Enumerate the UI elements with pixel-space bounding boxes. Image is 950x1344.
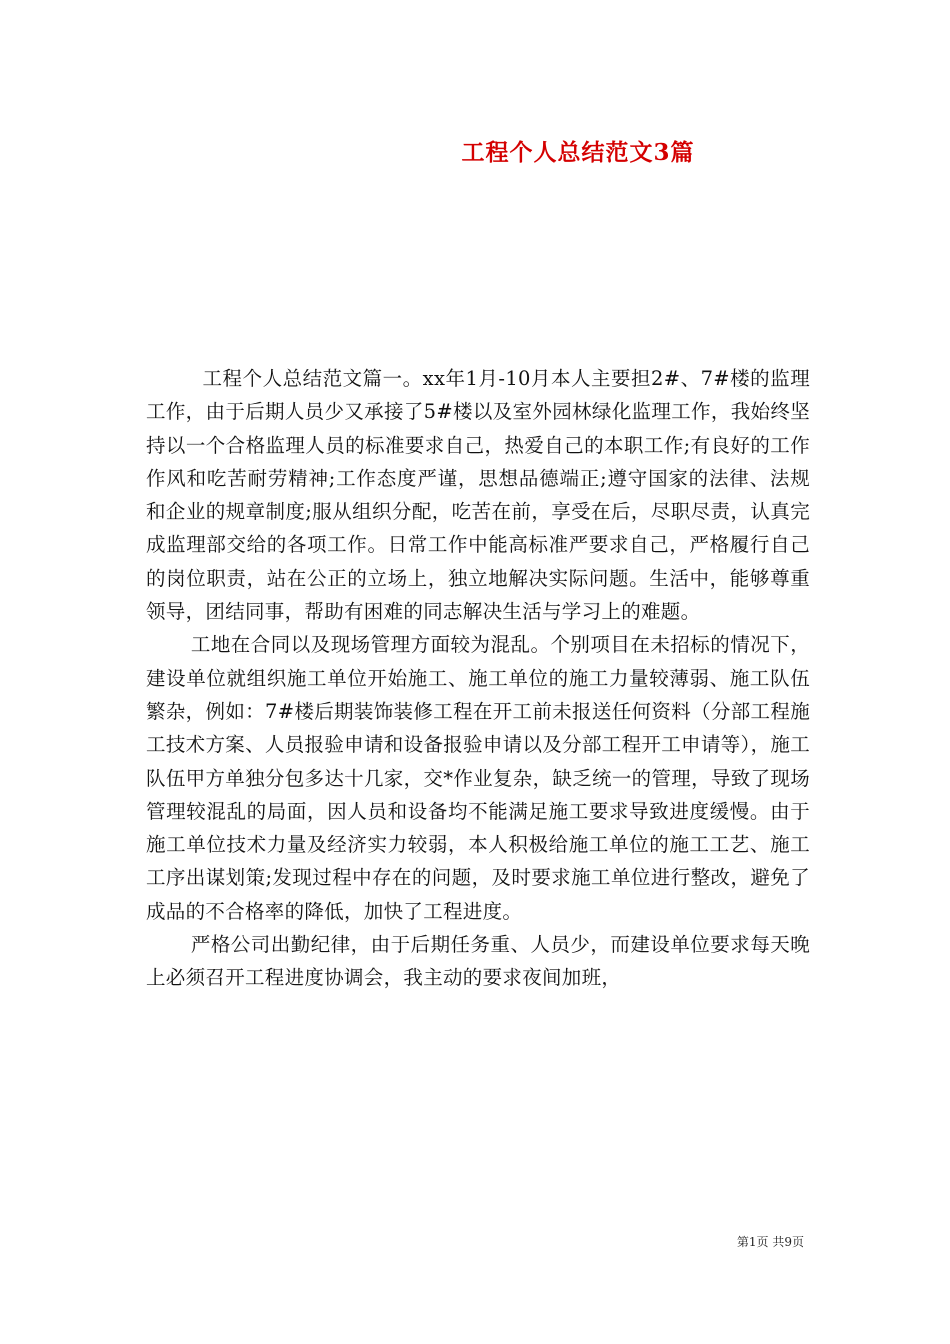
paragraph-3: 严格公司出勤纪律，由于后期任务重、人员少，而建设单位要求每天晚上必须召开工程进度协调会，我主动的要求夜间加班， <box>146 933 810 990</box>
paragraph-1: 工程个人总结范文篇一。xx年1月-10月本人主要担2#、7#楼的监理工作，由于后期人员少又承接了5#楼以及室外园林绿化监理工作，我始终坚持以一个合格监理人员的标准要求自己，热爱自己的本职工作;有良好的工作作风和吃苦耐劳精神;工作态度严谨，思想品德端正;遵守国家的法律、法规和企业的规章制度;服从组织分配，吃苦在前，享受在后，尽职尽责，认真完成监理部交给的各项工作。日常工作中能高标准严要求自己，严格履行自己的岗位职责，站在公正的立场上，独立地解决实际问题。生活中，能够尊重领导，团结同事，帮助有困难的同志解决生活与学习上的难题。 <box>146 367 810 624</box>
paragraph-2: 工地在合同以及现场管理方面较为混乱。个别项目在未招标的情况下，建设单位就组织施工单位开始施工、施工单位的施工力量较薄弱、施工队伍繁杂，例如：7#楼后期装饰装修工程在开工前未报送任何资料（分部工程施工技术方案、人员报验申请和设备报验申请以及分部工程开工申请等），施工队伍甲方单独分包多达十几家，交*作业复杂，缺乏统一的管理，导致了现场管理较混乱的局面，因人员和设备均不能满足施工要求导致进度缓慢。由于施工单位技术力量及经济实力较弱，本人积极给施工单位的施工工艺、施工工序出谋划策;发现过程中存在的问题，及时要求施工单位进行整改，避免了成品的不合格率的降低，加快了工程进度。 <box>146 633 810 923</box>
document-title: 工程个人总结范文3篇 <box>461 139 695 166</box>
page-number-footer: 第1页 共9页 <box>736 1235 804 1249</box>
document-body <box>146 362 810 995</box>
